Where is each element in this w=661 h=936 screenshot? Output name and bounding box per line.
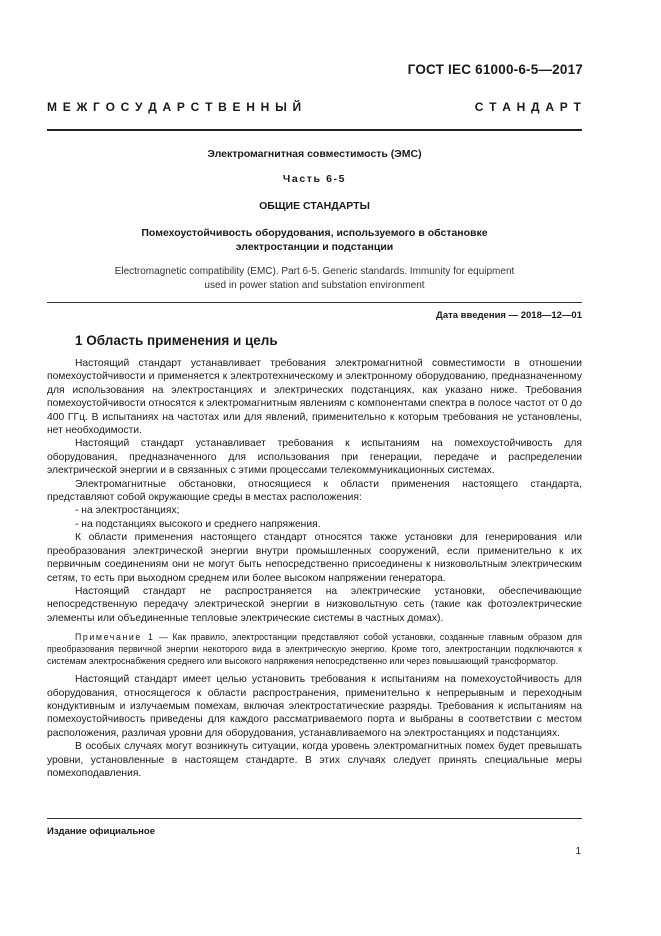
paragraph: Настоящий стандарт не распространяется на электрические установки, обеспечивающие непосредственную передачу электрической энергии в низковольтную сеть (такие как фотоэлектрические элементы или объединенные тепловые электрические системы в частных домах).: [47, 585, 582, 624]
english-title: [47, 265, 582, 292]
main-title-line-2: электростанции и подстанции: [235, 241, 394, 253]
english-title-line-1: Electromagnetic compatibility (EMC). Part 6-5. Generic standards. Immunity for equipment: [114, 266, 515, 277]
english-title-line-2: used in power station and substation environment: [204, 279, 425, 291]
standard-type-word-1: М Е Ж Г О С У Д А Р С Т В Е Н Н Ы Й: [47, 100, 303, 114]
group-title: ОБЩИЕ СТАНДАРТЫ: [259, 200, 370, 212]
note-text: — Как правило, электростанции представляют собой установки, созданные главным образом для преобразования первичной энергии некоторого вида в электрическую энергию. Кроме того, электростанции подключаются к системам электроснабжения среднего или высокого напряжения непосредственно или через повышающий трансформатор.: [47, 632, 582, 667]
note: [47, 631, 582, 667]
paragraph: Настоящий стандарт устанавливает требования электромагнитной совместимости в отношении помехоустойчивости и применяется к электротехническому и электронному оборудованию, предназначенному для использования на электростанциях и электрических подстанциях, как указано ниже. Требования помехоустойчивости относятся к электромагнитным явлениям с компонентами спектра в полосе частот от 0 до 400 ГГц. В испытаниях на частотах или для явлений, применительно к которым требования не установлены, нет необходимости.: [47, 358, 582, 437]
edition-label: Издание официальное: [47, 826, 155, 837]
list-item: - на подстанциях высокого и среднего напряжения.: [75, 518, 321, 530]
paragraph: Настоящий стандарт имеет целью установить требования к испытаниям на помехоустойчивость для оборудования, относящегося к области распространения, применительно к непрерывным и переходным кондуктивным и излучаемым помехам, включая электростатические разряды. Требования к испытаниям на помехоустойчивость приведены для каждого рассматриваемого порта и выбраны в соответствии с местом расположения, различая уровни для оборудования, устанавливаемого на электростанциях и подстанциях.: [47, 674, 582, 739]
page-number: 1: [575, 846, 581, 857]
footer-rule: [47, 818, 582, 819]
title-rule: [47, 302, 582, 303]
main-title-line-1: Помехоустойчивость оборудования, используемого в обстановке: [141, 227, 488, 239]
series-title: Электромагнитная совместимость (ЭМС): [207, 148, 422, 160]
section-heading: 1 Область применения и цель: [75, 333, 278, 348]
main-title: [47, 226, 582, 254]
document-id: ГОСТ IEC 61000-6-5—2017: [407, 62, 583, 77]
list-item: - на электростанциях;: [75, 505, 180, 517]
part-title: Часть 6-5: [282, 173, 347, 185]
introduction-date: Дата введения — 2018—12—01: [436, 310, 582, 321]
header-rule: [47, 129, 582, 131]
paragraph: К области применения настоящего стандарт относятся также установки для генерирования или преобразования электрической энергии внутри промышленных сооружений, если применительно к их первичным соединениям они не могут быть непосредственно присоединены к низковольтным электрическим сетям, то есть при выходном среднем или более высоком напряжении генератора.: [47, 532, 582, 584]
paragraph: Настоящий стандарт устанавливает требования к испытаниям на помехоустойчивость для оборудования, предназначенного для использования при генерации, передаче и распределении электрической энергии и в связанных с этими процессами телекоммуникационных системах.: [47, 438, 582, 477]
paragraph: В особых случаях могут возникнуть ситуации, когда уровень электромагнитных помех будет превышать уровни, установленные в настоящем стандарте. В этих случаях следует принять специальные меры помехоподавления.: [47, 741, 582, 779]
note-label: Примечание 1: [75, 632, 155, 643]
section-body: [47, 357, 582, 780]
standard-type-word-2: С Т А Н Д А Р Т: [474, 100, 582, 114]
standard-type-heading: [47, 100, 582, 114]
paragraph: Электромагнитные обстановки, относящиеся к области применения настоящего стандарта, представляют собой окружающие среды в местах расположения:: [47, 478, 582, 504]
